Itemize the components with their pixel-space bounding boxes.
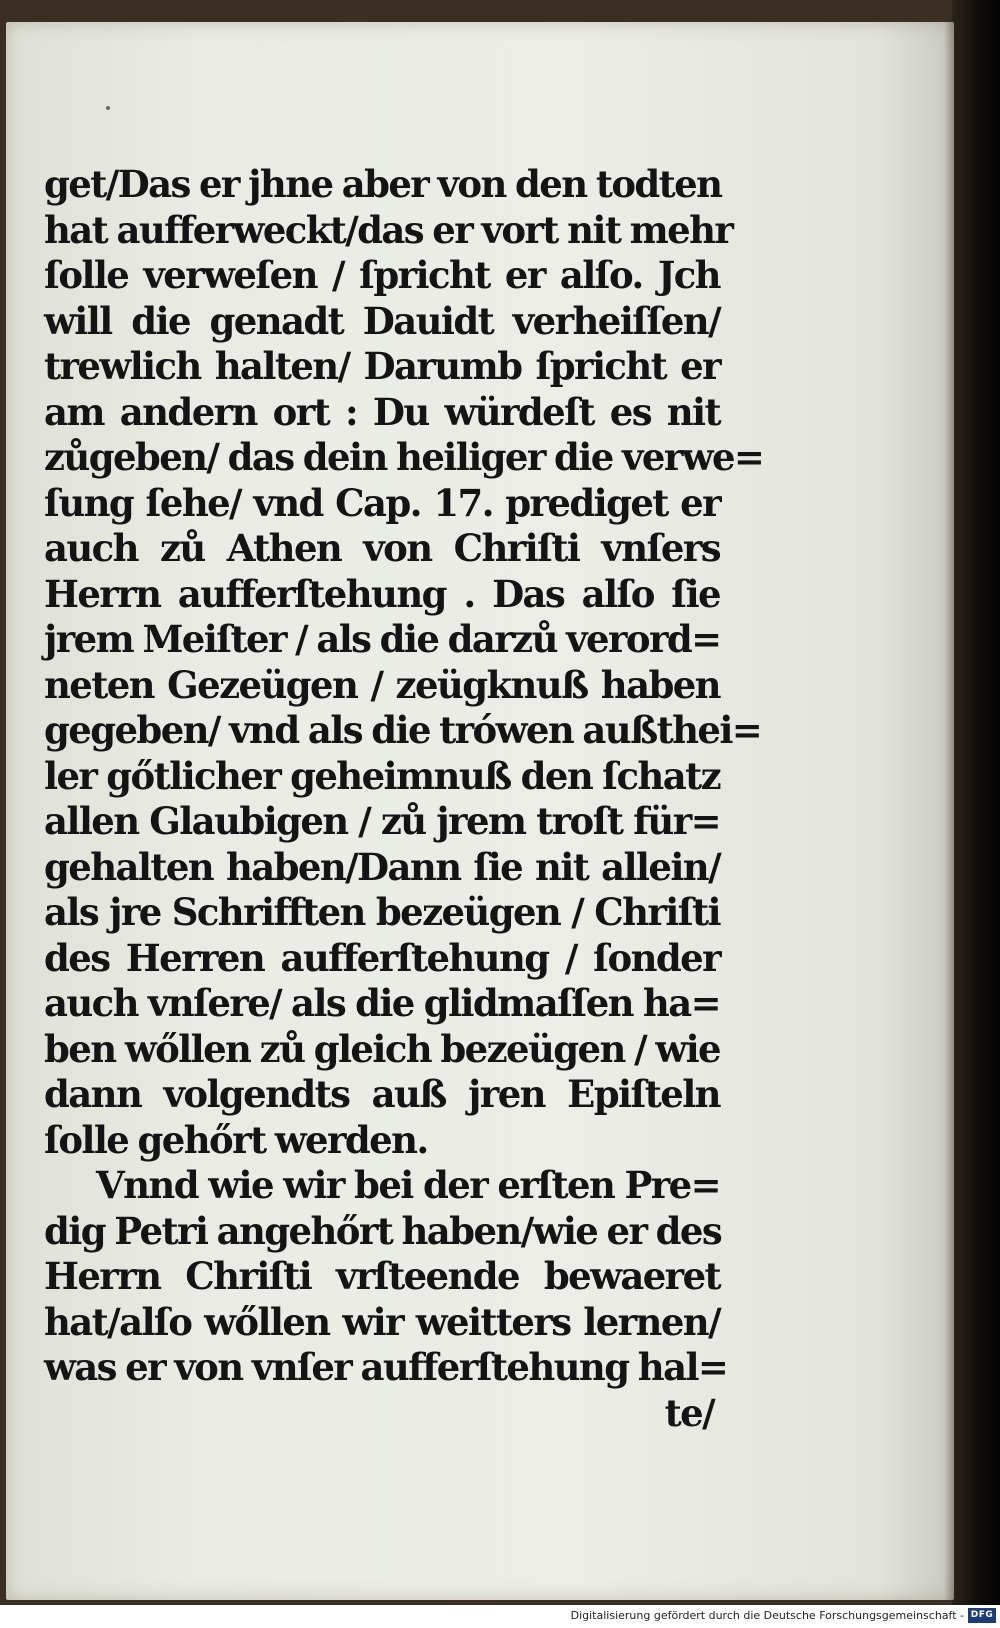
text-line: hat/alſo wőllen wir weitters lernen/ bbox=[44, 1299, 720, 1344]
text-line: dig Petri angehőrt haben/wie er des bbox=[44, 1208, 722, 1253]
text-line: des Herren aufferſtehung / ſonder bbox=[44, 935, 720, 980]
text-line: hat aufferweckt/das er vort nit mehr bbox=[44, 207, 733, 252]
text-line: ben wőllen zů gleich bezeügen / wie bbox=[44, 1026, 720, 1071]
text-line: ſung ſehe/ vnd Cap. 17. prediget er bbox=[44, 480, 720, 525]
catchword: te/ bbox=[664, 1390, 714, 1435]
text-line: zůgeben/ das dein heiliger die verwe= bbox=[44, 435, 764, 479]
text-line: ler gőtlicher geheimnuß den ſchatz bbox=[44, 753, 720, 798]
text-line: dann volgendts auß jren Epiſteln bbox=[44, 1072, 720, 1116]
text-line: Vnnd wie wir bei der erſten Pre= bbox=[96, 1163, 720, 1207]
text-line: Herrn Chriſti vrſteende bewaeret bbox=[44, 1254, 720, 1298]
paper-speck bbox=[106, 106, 110, 110]
text-line: gehalten haben/Dann ſie nit allein/ bbox=[44, 844, 720, 889]
text-line: Herrn aufferſtehung . Das alſo ſie bbox=[44, 571, 720, 616]
text-line: neten Gezeügen / zeügknuß haben bbox=[44, 662, 720, 707]
text-line: gegeben/ vnd als die trówen außthei= bbox=[44, 708, 762, 752]
text-line: jrem Meiſter / als die darzů verord= bbox=[44, 617, 721, 661]
footer-bar bbox=[0, 1605, 1000, 1628]
text-line: auch vnſere/ als die glidmaſſen ha= bbox=[44, 981, 720, 1025]
text-line: am andern ort : Du würdeſt es nit bbox=[44, 389, 720, 434]
digitization-credit: Digitalisierung gefördert durch die Deutsche Forschungsgemeinschaft - bbox=[570, 1609, 964, 1622]
text-line: ſolle verweſen / ſpricht er alſo. Jch bbox=[44, 253, 720, 297]
text-line: allen Glaubigen / zů jrem troſt für= bbox=[44, 799, 720, 843]
text-line: will die genadt Dauidt verheiſſen/ bbox=[44, 298, 720, 343]
text-line: was er von vnſer aufferſtehung hal= bbox=[44, 1345, 728, 1389]
text-line: trewlich halten/ Darumb ſpricht er bbox=[44, 344, 720, 388]
text-line: als jre Schrifften bezeügen / Chriſti bbox=[44, 890, 720, 934]
text-line: auch zů Athen von Chriſti vnſers bbox=[44, 526, 720, 570]
dfg-logo: DFG bbox=[968, 1608, 996, 1623]
book-page bbox=[6, 22, 954, 1600]
text-line: ſolle gehőrt werden. bbox=[44, 1117, 428, 1162]
page-text bbox=[44, 162, 764, 1436]
text-line: get/Das er jhne aber von den todten bbox=[44, 162, 722, 206]
